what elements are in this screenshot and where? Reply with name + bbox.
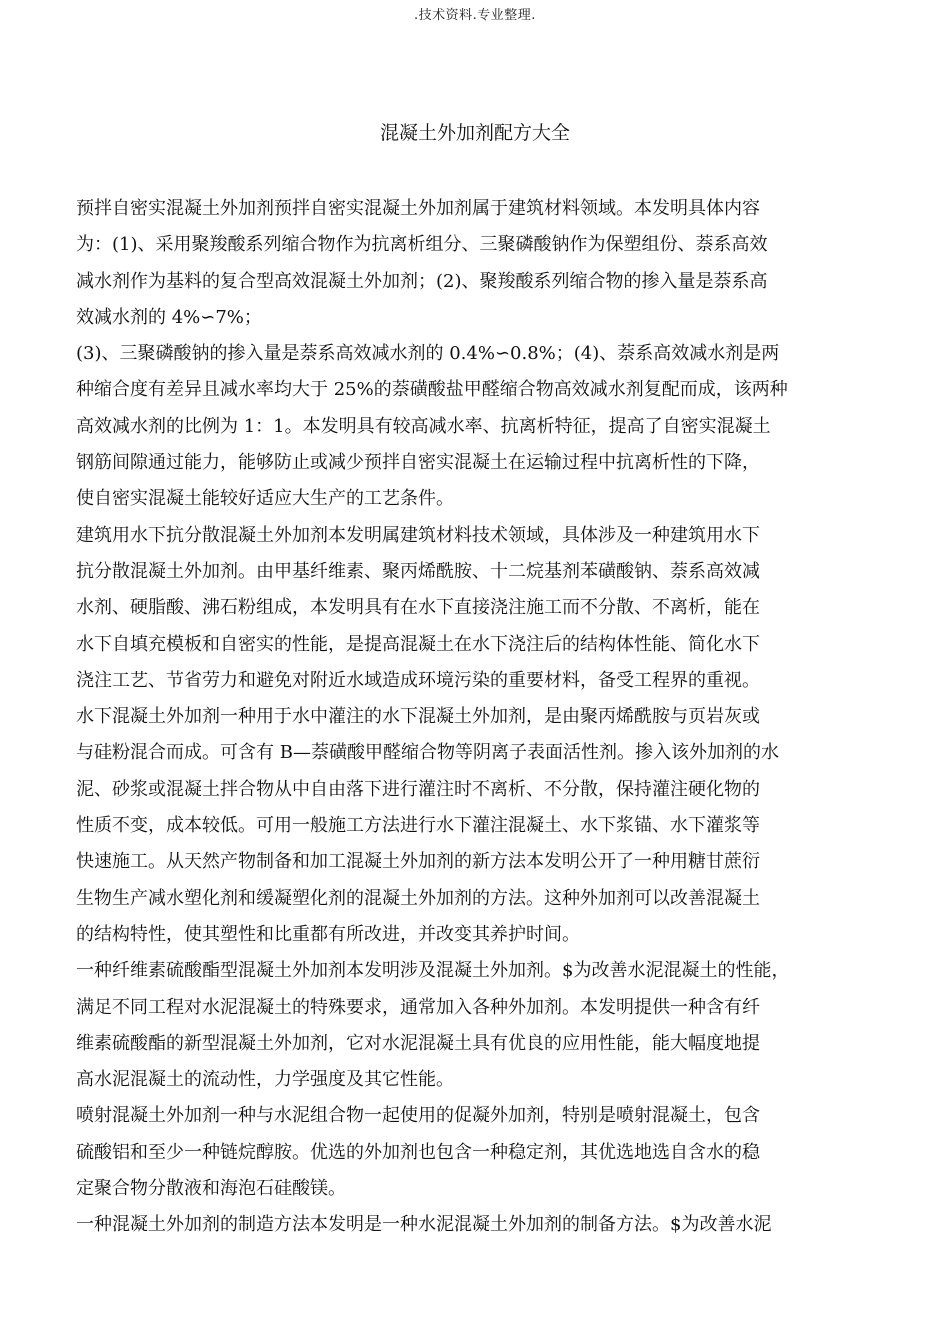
- text-line: 的结构特性，使其塑性和比重都有所改进，并改变其养护时间。: [76, 923, 580, 945]
- text-line: 效减水剂的 4%∽7%；: [76, 306, 262, 328]
- text-line: 钢筋间隙通过能力，能够防止或减少预拌自密实混凝土在运输过程中抗离析性的下降，: [76, 452, 760, 474]
- text-line: 定聚合物分散液和海泡石硅酸镁。: [76, 1178, 346, 1200]
- text-line: 建筑用水下抗分散混凝土外加剂本发明属建筑材料技术领域，具体涉及一种建筑用水下: [76, 524, 760, 546]
- text-line: 硫酸铝和至少一种链烷醇胺。优选的外加剂也包含一种稳定剂，其优选地选自含水的稳: [76, 1141, 760, 1163]
- text-line: (3)、三聚磷酸钠的掺入量是萘系高效减水剂的 0.4%∽0.8%；(4)、萘系高效减水剂是两: [76, 343, 780, 365]
- document-body: [76, 191, 824, 1244]
- text-line: 水下混凝土外加剂一种用于水中灌注的水下混凝土外加剂，是由聚丙烯酰胺与页岩灰或: [76, 706, 760, 728]
- text-line: 一种混凝土外加剂的制造方法本发明是一种水泥混凝土外加剂的制备方法。$为改善水泥: [76, 1214, 772, 1236]
- text-line: 减水剂作为基料的复合型高效混凝土外加剂；(2)、聚羧酸系列缩合物的掺入量是萘系高: [76, 270, 768, 292]
- document-title: 混凝土外加剂配方大全: [379, 122, 570, 144]
- page-header: .技术资料.专业整理.: [414, 8, 536, 23]
- text-line: 水下自填充模板和自密实的性能，是提高混凝土在水下浇注后的结构体性能、简化水下: [76, 633, 760, 655]
- text-line: 一种纤维素硫酸酯型混凝土外加剂本发明涉及混凝土外加剂。$为改善水泥混凝土的性能，: [76, 960, 790, 982]
- text-line: 性质不变，成本较低。可用一般施工方法进行水下灌注混凝土、水下浆锚、水下灌浆等: [76, 815, 760, 837]
- text-line: 满足不同工程对水泥混凝土的特殊要求，通常加入各种外加剂。本发明提供一种含有纤: [76, 996, 760, 1018]
- text-line: 抗分散混凝土外加剂。由甲基纤维素、聚丙烯酰胺、十二烷基剂苯磺酸钠、萘系高效减: [76, 560, 760, 582]
- text-line: 高水泥混凝土的流动性，力学强度及其它性能。: [76, 1069, 454, 1091]
- text-line: 喷射混凝土外加剂一种与水泥组合物一起使用的促凝外加剂，特别是喷射混凝土，包含: [76, 1105, 760, 1127]
- text-line: 种缩合度有差异且减水率均大于 25%的萘磺酸盐甲醛缩合物高效减水剂复配而成，该两种: [76, 379, 788, 401]
- text-line: 高效减水剂的比例为 1：1。本发明具有较高减水率、抗离析特征，提高了自密实混凝土: [76, 415, 771, 437]
- text-line: 与硅粉混合而成。可含有 B—萘磺酸甲醛缩合物等阴离子表面活性剂。掺入该外加剂的水: [76, 742, 779, 764]
- text-line: 生物生产减水塑化剂和缓凝塑化剂的混凝土外加剂的方法。这种外加剂可以改善混凝土: [76, 887, 760, 909]
- text-line: 水剂、硬脂酸、沸石粉组成，本发明具有在水下直接浇注施工而不分散、不离析，能在: [76, 597, 760, 619]
- text-line: 为：(1)、采用聚羧酸系列缩合物作为抗离析组分、三聚磷酸钠作为保塑组份、萘系高效: [76, 234, 768, 256]
- text-line: 使自密实混凝土能较好适应大生产的工艺条件。: [76, 488, 454, 510]
- text-line: 维素硫酸酯的新型混凝土外加剂，它对水泥混凝土具有优良的应用性能，能大幅度地提: [76, 1032, 760, 1054]
- text-line: 快速施工。从天然产物制备和加工混凝土外加剂的新方法本发明公开了一种用糖甘蔗衍: [76, 851, 760, 873]
- text-line: 预拌自密实混凝土外加剂预拌自密实混凝土外加剂属于建筑材料领域。本发明具体内容: [76, 198, 760, 219]
- text-line: 浇注工艺、节省劳力和避免对附近水域造成环境污染的重要材料，备受工程界的重视。: [76, 669, 760, 691]
- text-line: 泥、砂浆或混凝土拌合物从中自由落下进行灌注时不离析、不分散，保持灌注硬化物的: [76, 778, 760, 800]
